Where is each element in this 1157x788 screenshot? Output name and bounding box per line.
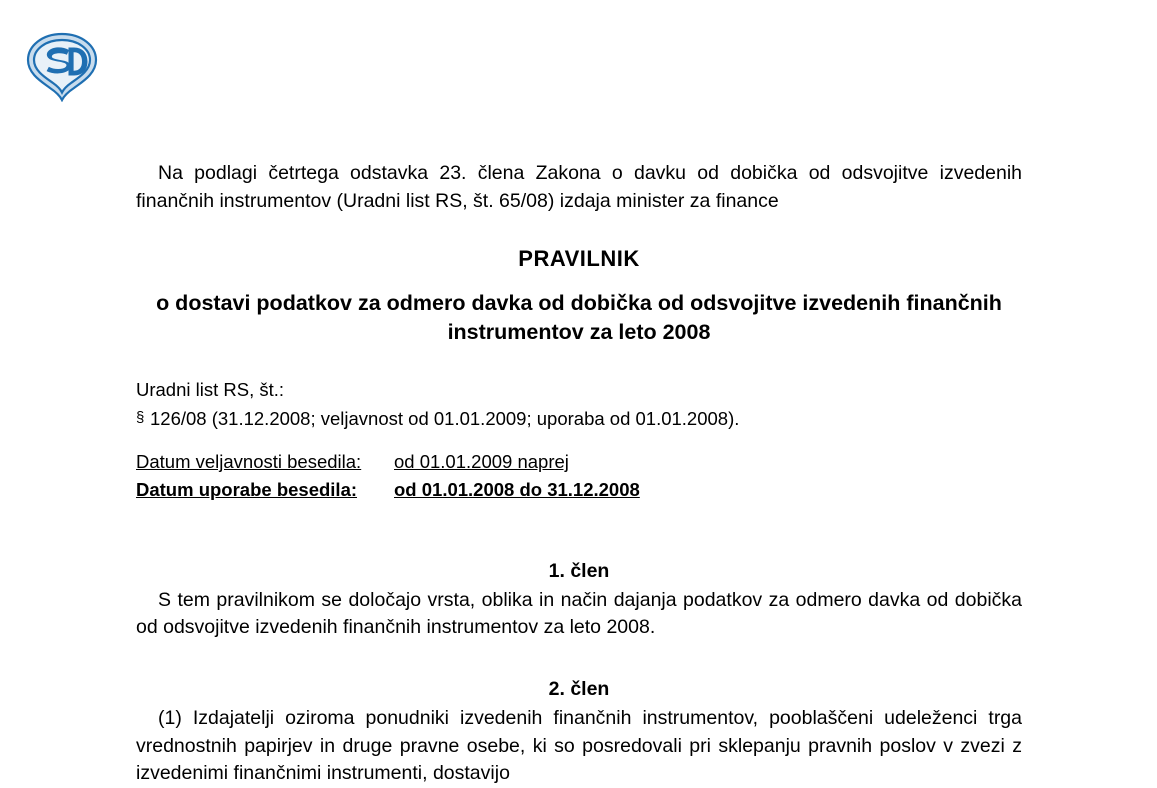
dates-block [136,448,1022,504]
gazette-item-text: 126/08 (31.12.2008; veljavnost od 01.01.2009; uporaba od 01.01.2008). [150,408,740,430]
validity-date-label: Datum veljavnosti besedila: [136,451,362,473]
validity-date-row [136,448,1022,476]
validity-date-value: od 01.01.2009 naprej [394,451,569,473]
document-content [136,160,1022,788]
article-1-heading: 1. člen [548,559,610,582]
usage-date-label: Datum uporabe besedila: [136,478,358,500]
list-item [136,406,1022,432]
intro-paragraph-text: Na podlagi četrtega odstavka 23. člena Zakona o davku od dobička od odsvojitve izvedenih finančnih instrumentov (Uradni list RS, št. 65/08) izdaja minister za finance [136,162,1022,212]
usage-date-value: od 01.01.2008 do 31.12.2008 [394,478,640,500]
article-1 [136,560,1022,642]
page-subtitle: o dostavi podatkov za odmero davka od dobička od odsvojitve izvedenih finančnih instrumentov za leto 2008 [156,291,1002,345]
usage-date-row [136,476,1022,504]
article-2-body: (1) Izdajatelji oziroma ponudniki izvedenih finančnih instrumentov, pooblaščeni udeleženci trga vrednostnih papirjev in druge pravne osebe, ki so posredovali pri sklepanju pravnih poslov v zvezi z izvedenimi finančnimi instrumenti, dostavijo [136,706,1022,785]
page-title: PRAVILNIK [518,246,640,272]
intro-paragraph [136,160,1022,215]
gazette-label: Uradni list RS, št.: [136,379,285,401]
gazette-block [136,377,1022,432]
sd-logo-icon [22,30,102,102]
article-2-text [136,705,1022,788]
article-1-text [136,587,1022,642]
article-1-body: S tem pravilnikom se določajo vrsta, oblika in način dajanja podatkov za odmero davka od dobička od odsvojitve izvedenih finančnih instrumentov za leto 2008. [136,588,1022,639]
bullet-icon: § [136,409,145,427]
article-2-heading: 2. člen [548,677,610,700]
title-block [136,243,1022,347]
article-2 [136,678,1022,788]
